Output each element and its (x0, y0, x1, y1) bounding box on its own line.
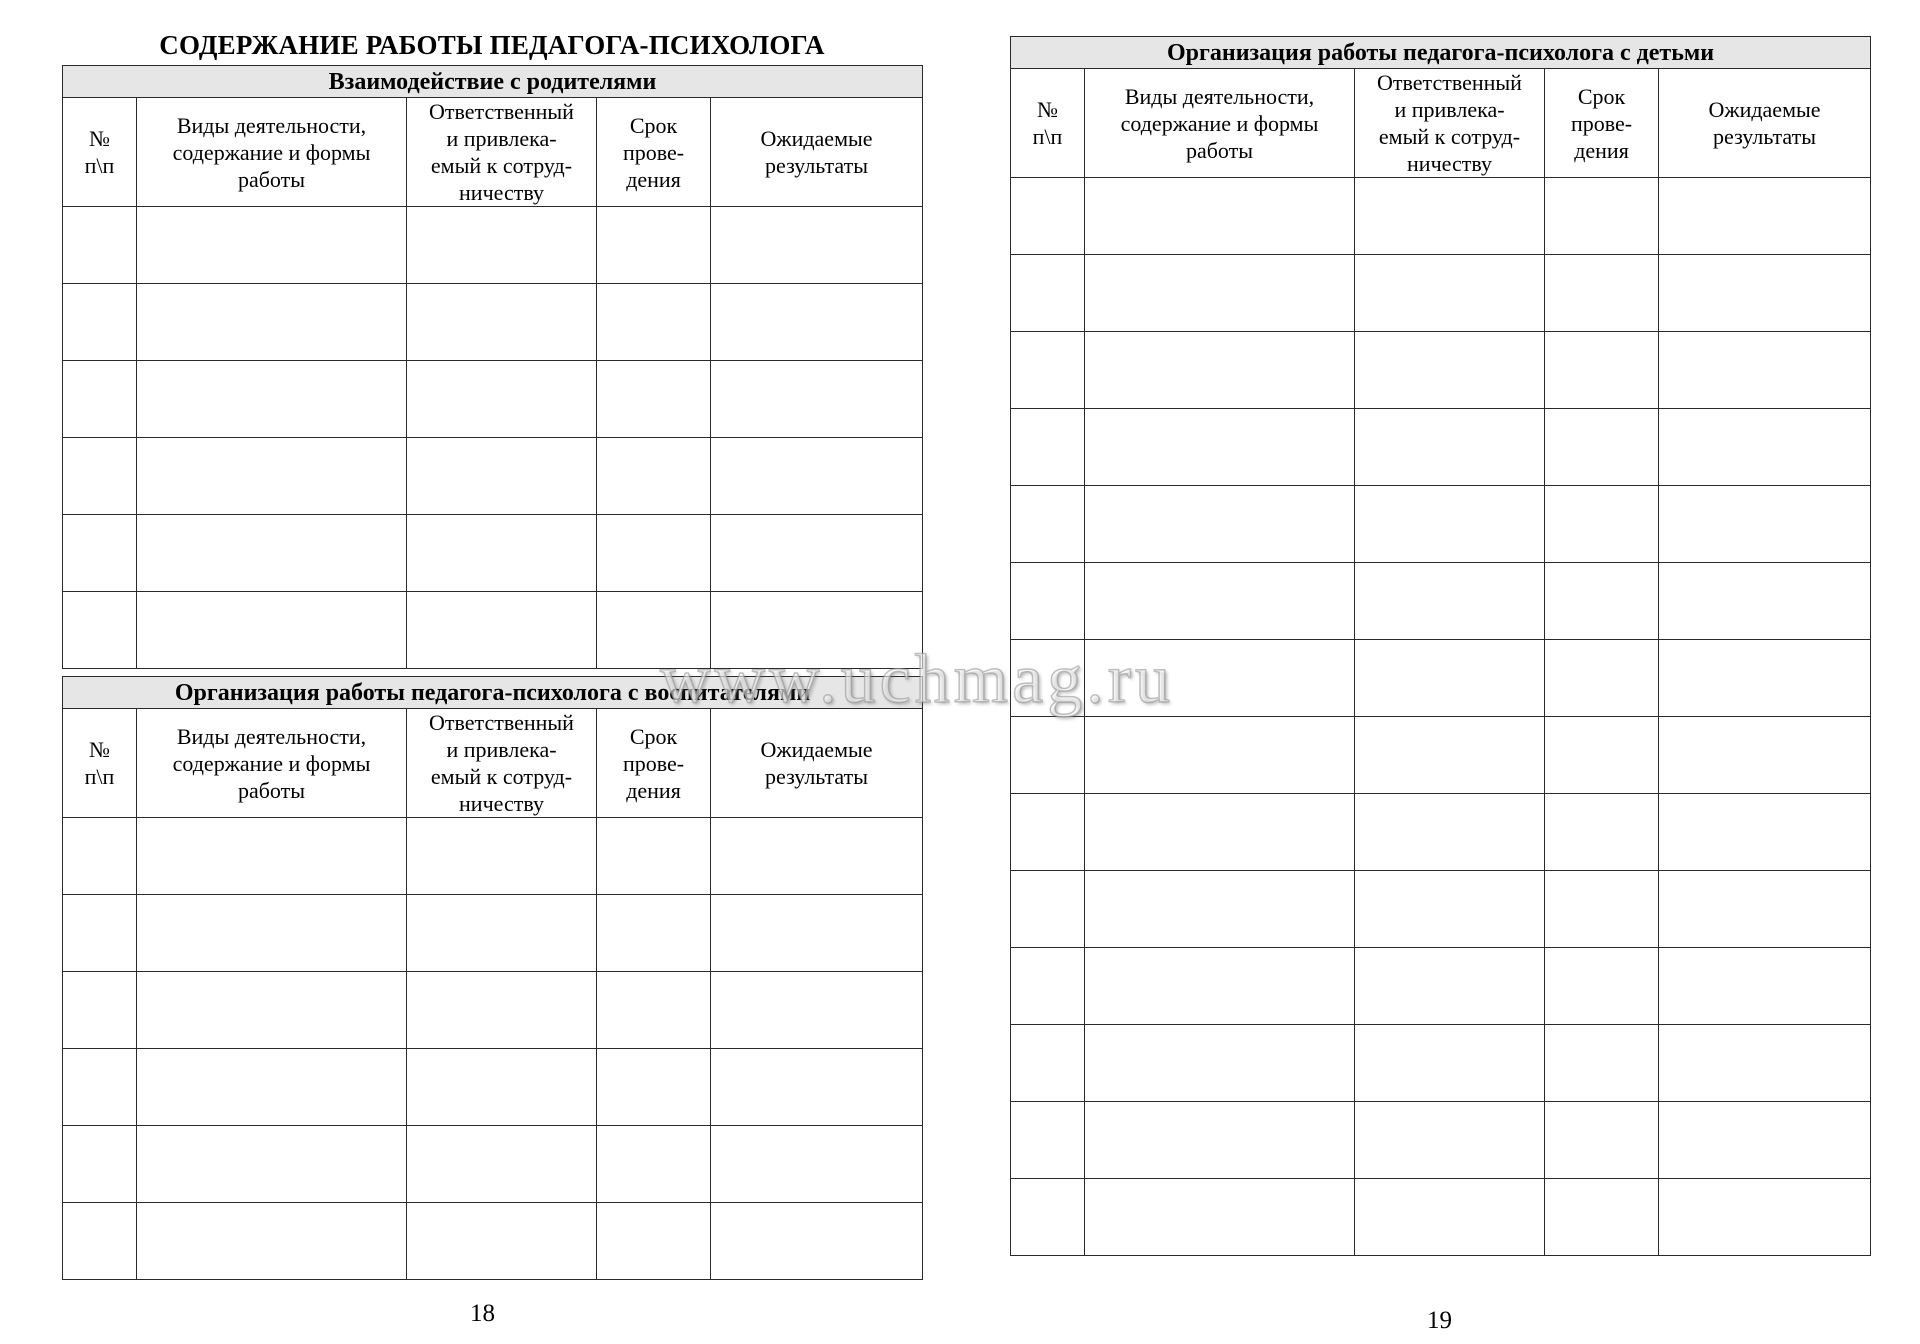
table-cell (597, 592, 711, 669)
table-cell (1545, 1179, 1659, 1256)
table-cell (407, 207, 597, 284)
table-cell (711, 207, 923, 284)
table-cell (711, 1203, 923, 1280)
table-cell (63, 1126, 137, 1203)
table-cell (1011, 717, 1085, 794)
page-right (960, 0, 1920, 1344)
table-cell (1011, 255, 1085, 332)
table-cell (1011, 1102, 1085, 1179)
table-cell (1085, 1025, 1355, 1102)
table-cell (597, 1049, 711, 1126)
table-cell (1011, 178, 1085, 255)
table-cell (597, 1203, 711, 1280)
table-cell (711, 1126, 923, 1203)
table-cell (1659, 563, 1871, 640)
table-cell (1545, 948, 1659, 1025)
table-cell (63, 592, 137, 669)
table-cell (137, 438, 407, 515)
column-header-row (1011, 69, 1871, 178)
table-cell (1011, 486, 1085, 563)
table-cell (711, 592, 923, 669)
table-row (1011, 332, 1871, 409)
table-row (63, 361, 923, 438)
table-cell (1085, 948, 1355, 1025)
table-cell (407, 895, 597, 972)
table-cell (1011, 332, 1085, 409)
table-cell (711, 1049, 923, 1126)
table-cell (137, 284, 407, 361)
table-cell (1085, 1102, 1355, 1179)
table-cell (1355, 486, 1545, 563)
table-cell (1011, 1025, 1085, 1102)
table-cell (407, 361, 597, 438)
table-cell (1545, 1102, 1659, 1179)
table-cell (1545, 178, 1659, 255)
column-header-results: Ожидаемые результаты (711, 98, 923, 207)
table-row (63, 1126, 923, 1203)
table-row (63, 818, 923, 895)
table-row (1011, 486, 1871, 563)
table-cell (1659, 1102, 1871, 1179)
table-cell (63, 1203, 137, 1280)
table-cell (1355, 640, 1545, 717)
table-cell (1659, 717, 1871, 794)
table-cell (137, 972, 407, 1049)
section-heading: Взаимодействие с родителями (63, 66, 923, 98)
table-cell (1085, 332, 1355, 409)
table-cell (407, 1203, 597, 1280)
table-row (1011, 871, 1871, 948)
table-cell (63, 1049, 137, 1126)
table-row (1011, 1025, 1871, 1102)
children-table (1010, 36, 1871, 1256)
column-header-number: № п\п (1011, 69, 1085, 178)
section-heading: Организация работы педагога-психолога с воспитателями (63, 677, 923, 709)
table-cell (711, 818, 923, 895)
table-cell (1011, 794, 1085, 871)
column-header-responsible: Ответственный и привлека- емый к сотруд- ничеству (407, 98, 597, 207)
table-cell (63, 284, 137, 361)
table-cell (1659, 1025, 1871, 1102)
table-cell (1085, 871, 1355, 948)
table-cell (597, 895, 711, 972)
table-cell (137, 592, 407, 669)
table-cell (597, 1126, 711, 1203)
table-cell (1545, 871, 1659, 948)
table-cell (1355, 871, 1545, 948)
table-row (1011, 1102, 1871, 1179)
table-cell (1545, 1025, 1659, 1102)
column-header-results: Ожидаемые результаты (1659, 69, 1871, 178)
table-cell (1011, 409, 1085, 486)
table-cell (711, 361, 923, 438)
table-cell (1085, 563, 1355, 640)
table-row (63, 895, 923, 972)
table-cell (1355, 332, 1545, 409)
table-cell (407, 1049, 597, 1126)
column-header-date: Срок прове- дения (597, 98, 711, 207)
table-cell (711, 895, 923, 972)
table-cell (1545, 409, 1659, 486)
table-cell (1011, 948, 1085, 1025)
table-cell (1011, 640, 1085, 717)
table-cell (1085, 1179, 1355, 1256)
table-cell (137, 895, 407, 972)
watermark: www.uchmag.ru (660, 641, 1175, 718)
column-header-activities: Виды деятельности, содержание и формы работы (137, 98, 407, 207)
table-row (1011, 178, 1871, 255)
table-cell (63, 818, 137, 895)
table-row (1011, 794, 1871, 871)
table-cell (1545, 563, 1659, 640)
table-cell (1545, 255, 1659, 332)
column-header-activities: Виды деятельности, содержание и формы работы (1085, 69, 1355, 178)
table-cell (1085, 640, 1355, 717)
column-header-responsible: Ответственный и привлека- емый к сотруд- ничеству (1355, 69, 1545, 178)
table-row (1011, 255, 1871, 332)
table-cell (1659, 1179, 1871, 1256)
column-header-date: Срок прове- дения (1545, 69, 1659, 178)
page-number: 18 (470, 1300, 495, 1327)
table-cell (1659, 640, 1871, 717)
table-cell (1659, 178, 1871, 255)
table-cell (1659, 486, 1871, 563)
page-number: 19 (1427, 1307, 1452, 1334)
column-header-number: № п\п (63, 709, 137, 818)
table-cell (711, 438, 923, 515)
table-cell (1659, 332, 1871, 409)
table-cell (1545, 717, 1659, 794)
teachers-table (62, 676, 923, 1280)
table-cell (1355, 1102, 1545, 1179)
table-cell (407, 438, 597, 515)
table-row (63, 972, 923, 1049)
table-cell (137, 515, 407, 592)
table-cell (597, 818, 711, 895)
table-cell (1355, 948, 1545, 1025)
table-cell (137, 207, 407, 284)
table-cell (1659, 409, 1871, 486)
column-header-row (63, 709, 923, 818)
table-cell (597, 972, 711, 1049)
table-cell (1545, 486, 1659, 563)
table-cell (1085, 178, 1355, 255)
table-cell (1085, 255, 1355, 332)
table-cell (1355, 1025, 1545, 1102)
table-cell (1085, 486, 1355, 563)
table-row (63, 438, 923, 515)
column-header-date: Срок прове- дения (597, 709, 711, 818)
table-row (63, 1049, 923, 1126)
table-cell (1355, 717, 1545, 794)
table-cell (1355, 255, 1545, 332)
table-row (63, 515, 923, 592)
table-cell (1085, 409, 1355, 486)
table-row (63, 592, 923, 669)
table-cell (1659, 871, 1871, 948)
table-row (63, 1203, 923, 1280)
column-header-number: № п\п (63, 98, 137, 207)
section-heading: Организация работы педагога-психолога с детьми (1011, 37, 1871, 69)
table-cell (1011, 563, 1085, 640)
table-cell (407, 818, 597, 895)
table-cell (137, 361, 407, 438)
table-row (63, 207, 923, 284)
table-row (1011, 948, 1871, 1025)
table-row (1011, 640, 1871, 717)
table-cell (63, 972, 137, 1049)
table-cell (407, 284, 597, 361)
table-cell (1659, 794, 1871, 871)
table-row (1011, 717, 1871, 794)
table-cell (1659, 948, 1871, 1025)
table-cell (63, 207, 137, 284)
table-cell (407, 592, 597, 669)
table-cell (711, 284, 923, 361)
column-header-responsible: Ответственный и привлека- емый к сотруд- ничеству (407, 709, 597, 818)
table-row (1011, 409, 1871, 486)
table-cell (1355, 178, 1545, 255)
column-header-activities: Виды деятельности, содержание и формы работы (137, 709, 407, 818)
table-cell (711, 972, 923, 1049)
table-cell (1355, 794, 1545, 871)
table-cell (711, 515, 923, 592)
table-cell (597, 207, 711, 284)
table-cell (1545, 794, 1659, 871)
table-cell (63, 895, 137, 972)
table-cell (1011, 1179, 1085, 1256)
table-row (1011, 563, 1871, 640)
table-cell (597, 515, 711, 592)
table-cell (1355, 409, 1545, 486)
column-header-results: Ожидаемые результаты (711, 709, 923, 818)
table-cell (137, 818, 407, 895)
table-cell (1545, 332, 1659, 409)
parents-table (62, 65, 923, 669)
table-row (63, 284, 923, 361)
column-header-row (63, 98, 923, 207)
table-cell (137, 1126, 407, 1203)
table-cell (63, 361, 137, 438)
table-cell (1659, 255, 1871, 332)
table-cell (597, 438, 711, 515)
table-row (1011, 1179, 1871, 1256)
table-cell (1085, 794, 1355, 871)
table-cell (407, 515, 597, 592)
table-cell (63, 438, 137, 515)
table-cell (137, 1203, 407, 1280)
table-cell (63, 515, 137, 592)
table-cell (597, 284, 711, 361)
table-cell (137, 1049, 407, 1126)
table-cell (597, 361, 711, 438)
table-cell (1011, 871, 1085, 948)
table-cell (1085, 717, 1355, 794)
table-cell (407, 972, 597, 1049)
table-cell (407, 1126, 597, 1203)
table-cell (1355, 1179, 1545, 1256)
document-title: СОДЕРЖАНИЕ РАБОТЫ ПЕДАГОГА-ПСИХОЛОГА (159, 30, 825, 60)
table-cell (1545, 640, 1659, 717)
table-cell (1355, 563, 1545, 640)
